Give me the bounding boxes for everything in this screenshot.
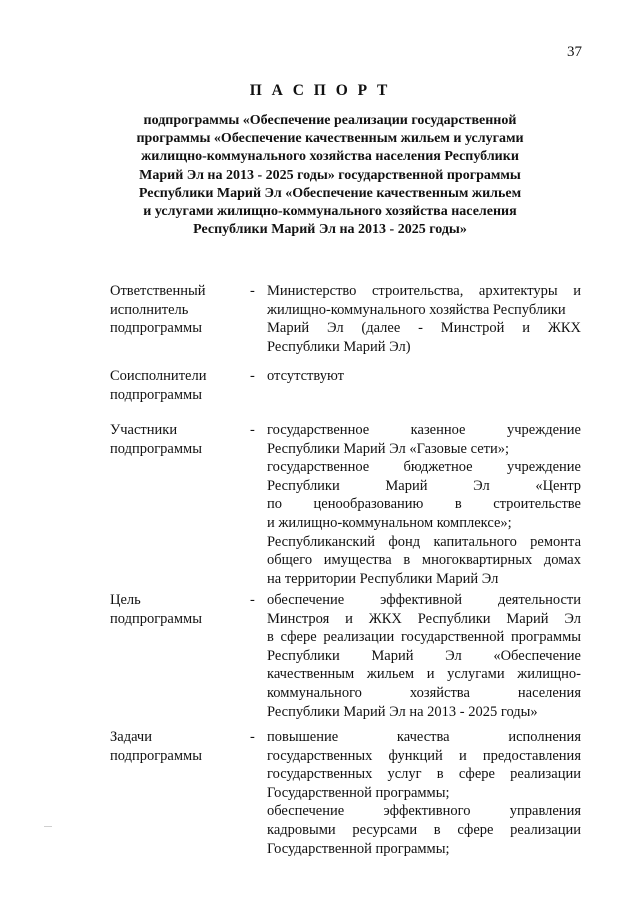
row-value-line: Республики Марий Эл «Центр xyxy=(267,477,581,494)
row-value-line: Государственной программы; xyxy=(267,840,450,857)
row-value-line: коммунального хозяйства населения xyxy=(267,684,581,701)
row-value-line: государственное бюджетное учреждение xyxy=(267,459,581,476)
row-value-line: Государственной программы; xyxy=(267,784,450,801)
row-dash: - xyxy=(250,592,255,608)
row-value-line: Республики Марий Эл на 2013 - 2025 годы» xyxy=(267,703,538,720)
row-value xyxy=(267,282,581,356)
subtitle-line: Республики Марий Эл на 2013 - 2025 годы» xyxy=(193,222,467,238)
row-value-line: на территории Республики Марий Эл xyxy=(267,570,499,587)
row-value-line: государственных услуг в сфере реализации xyxy=(267,766,581,783)
row-value-line: повышение качества исполнения xyxy=(267,729,581,745)
document-title: П А С П О Р Т xyxy=(249,82,391,99)
row-value-line: государственное казенное учреждение xyxy=(267,422,581,438)
scan-margin-mark xyxy=(44,826,52,827)
row-value-line: Минстроя и ЖКХ Республики Марий Эл xyxy=(267,610,581,627)
row-value xyxy=(267,728,581,858)
row-value-line: по ценообразованию в строительстве xyxy=(267,496,581,513)
row-value-line: Марий Эл (далее - Минстрой и ЖКХ xyxy=(267,320,581,337)
row-value-line: Республики Марий Эл «Газовые сети»; xyxy=(267,440,510,457)
document-subtitle xyxy=(100,112,560,239)
row-value-line: и жилищно-коммунальном комплексе»; xyxy=(267,514,512,531)
subtitle-line: Марий Эл на 2013 - 2025 годы» государственной программы xyxy=(139,167,521,183)
row-dash: - xyxy=(250,422,255,438)
row-value xyxy=(267,421,581,588)
row-value xyxy=(267,367,581,386)
row-value-line: отсутствуют xyxy=(267,368,344,384)
row-label-line: исполнитель xyxy=(110,301,189,318)
row-label xyxy=(110,728,240,765)
row-label-line: Участники xyxy=(110,422,178,438)
row-value-line: жилищно-коммунального хозяйства Республики xyxy=(267,301,566,318)
page-number: 37 xyxy=(567,44,582,60)
row-dash: - xyxy=(250,283,255,299)
row-label xyxy=(110,367,240,404)
row-value-line: Республики Марий Эл) xyxy=(267,338,411,355)
row-label-line: Задачи xyxy=(110,729,152,745)
row-label xyxy=(110,421,240,458)
row-label-line: подпрограммы xyxy=(110,440,202,457)
row-label-line: подпрограммы xyxy=(110,747,202,764)
subtitle-line: Республики Марий Эл «Обеспечение качественным жильем xyxy=(138,185,522,201)
row-label xyxy=(110,591,240,628)
row-value-line: Республики Марий Эл «Обеспечение xyxy=(267,647,581,664)
row-label-line: Цель xyxy=(110,592,141,608)
row-value-line: государственных функций и предоставления xyxy=(267,747,581,764)
subtitle-line: программы «Обеспечение качественным жильем и услугами xyxy=(136,131,524,147)
row-label-line: подпрограммы xyxy=(110,610,202,627)
row-value-line: качественным жильем и услугами жилищно- xyxy=(267,666,581,683)
row-value-line: кадровыми ресурсами в сфере реализации xyxy=(267,821,581,838)
row-label-line: Ответственный xyxy=(110,283,206,299)
row-dash: - xyxy=(250,368,255,384)
row-dash: - xyxy=(250,729,255,745)
subtitle-line: и услугами жилищно-коммунального хозяйства населения xyxy=(143,204,517,220)
subtitle-line: жилищно-коммунального хозяйства населения Республики xyxy=(141,149,519,165)
row-value-line: обеспечение эффективной деятельности xyxy=(267,592,581,608)
row-value-line: обеспечение эффективного управления xyxy=(267,803,581,820)
row-value xyxy=(267,591,581,721)
row-label-line: подпрограммы xyxy=(110,386,202,403)
subtitle-line: подпрограммы «Обеспечение реализации государственной xyxy=(143,113,517,128)
row-value-line: Республиканский фонд капитального ремонта xyxy=(267,533,581,550)
row-value-line: Министерство строительства, архитектуры и xyxy=(267,283,581,299)
row-label-line: Соисполнители xyxy=(110,368,207,384)
row-label xyxy=(110,282,240,338)
row-value-line: в сфере реализации государственной программы xyxy=(267,629,581,646)
row-value-line: общего имущества в многоквартирных домах xyxy=(267,552,581,569)
row-label-line: подпрограммы xyxy=(110,320,202,337)
